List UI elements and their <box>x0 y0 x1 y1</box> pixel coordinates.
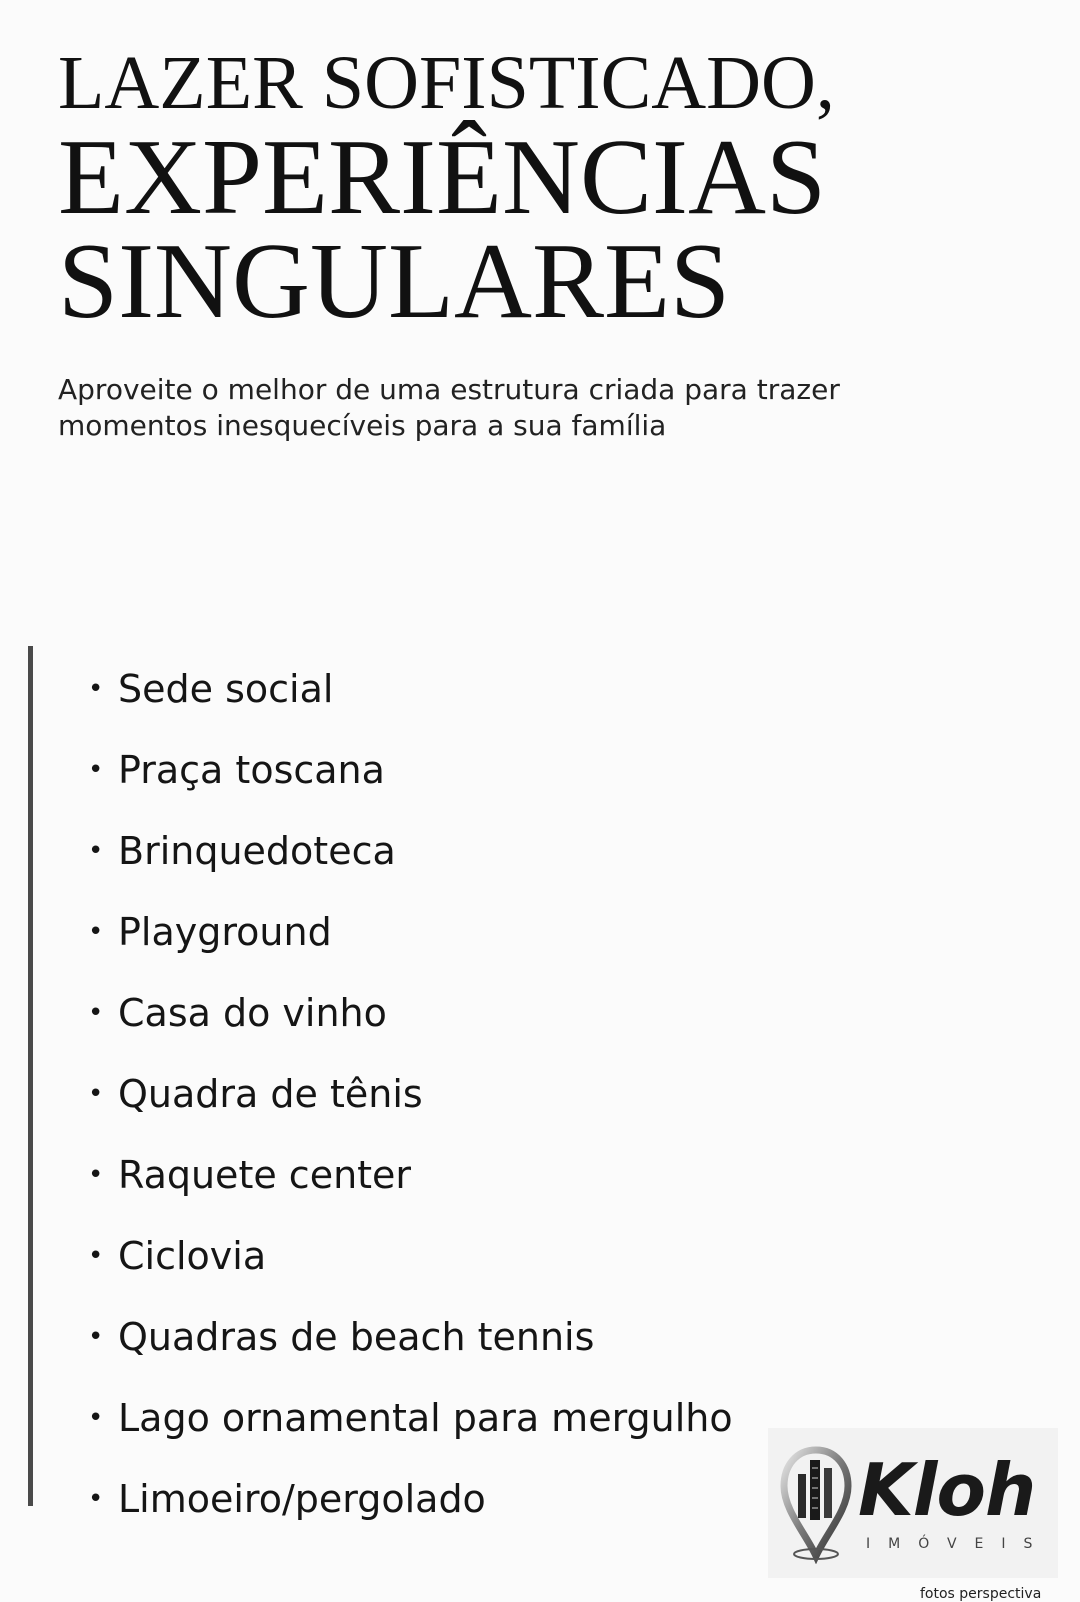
amenity-label: Quadra de tênis <box>118 1071 423 1116</box>
bullet-icon: • <box>88 835 104 866</box>
amenity-label: Sede social <box>118 666 334 711</box>
list-item <box>88 1053 733 1134</box>
amenity-label: Brinquedoteca <box>118 828 396 873</box>
amenity-label: Quadras de beach tennis <box>118 1314 595 1359</box>
headline-line-3: SINGULARES <box>58 222 731 341</box>
list-item <box>88 891 733 972</box>
list-item <box>88 1296 733 1377</box>
list-item <box>88 1377 733 1458</box>
list-item <box>88 729 733 810</box>
bullet-icon: • <box>88 754 104 785</box>
kloh-logo <box>768 1428 1058 1578</box>
building-pin-icon <box>780 1446 852 1564</box>
amenity-label: Praça toscana <box>118 747 385 792</box>
headline <box>58 40 835 341</box>
list-accent-bar <box>28 646 33 1506</box>
list-item <box>88 1134 733 1215</box>
headline-line-2: EXPERIÊNCIAS <box>58 118 827 237</box>
bullet-icon: • <box>88 1159 104 1190</box>
list-item <box>88 648 733 729</box>
bullet-icon: • <box>88 1078 104 1109</box>
bullet-icon: • <box>88 1402 104 1433</box>
logo-brand: Kloh <box>858 1448 1036 1532</box>
amenity-label: Limoeiro/pergolado <box>118 1476 486 1521</box>
subtitle <box>58 372 1008 444</box>
logo-subtitle: IMÓVEIS <box>866 1536 1051 1552</box>
amenity-label: Ciclovia <box>118 1233 267 1278</box>
footnote: fotos perspectiva <box>920 1586 1042 1602</box>
bullet-icon: • <box>88 1321 104 1352</box>
subtitle-line-1: Aproveite o melhor de uma estrutura criada para trazer <box>58 373 840 406</box>
list-item <box>88 972 733 1053</box>
amenity-label: Casa do vinho <box>118 990 387 1035</box>
list-item <box>88 1215 733 1296</box>
amenity-label: Playground <box>118 909 332 954</box>
amenity-label: Lago ornamental para mergulho <box>118 1395 733 1440</box>
amenities-list <box>88 648 733 1539</box>
headline-line-1: LAZER SOFISTICADO, <box>58 41 835 125</box>
bullet-icon: • <box>88 673 104 704</box>
amenity-label: Raquete center <box>118 1152 412 1197</box>
bullet-icon: • <box>88 1483 104 1514</box>
subtitle-line-2: momentos inesquecíveis para a sua família <box>58 409 667 442</box>
list-item <box>88 810 733 891</box>
bullet-icon: • <box>88 1240 104 1271</box>
bullet-icon: • <box>88 916 104 947</box>
bullet-icon: • <box>88 997 104 1028</box>
list-item <box>88 1458 733 1539</box>
